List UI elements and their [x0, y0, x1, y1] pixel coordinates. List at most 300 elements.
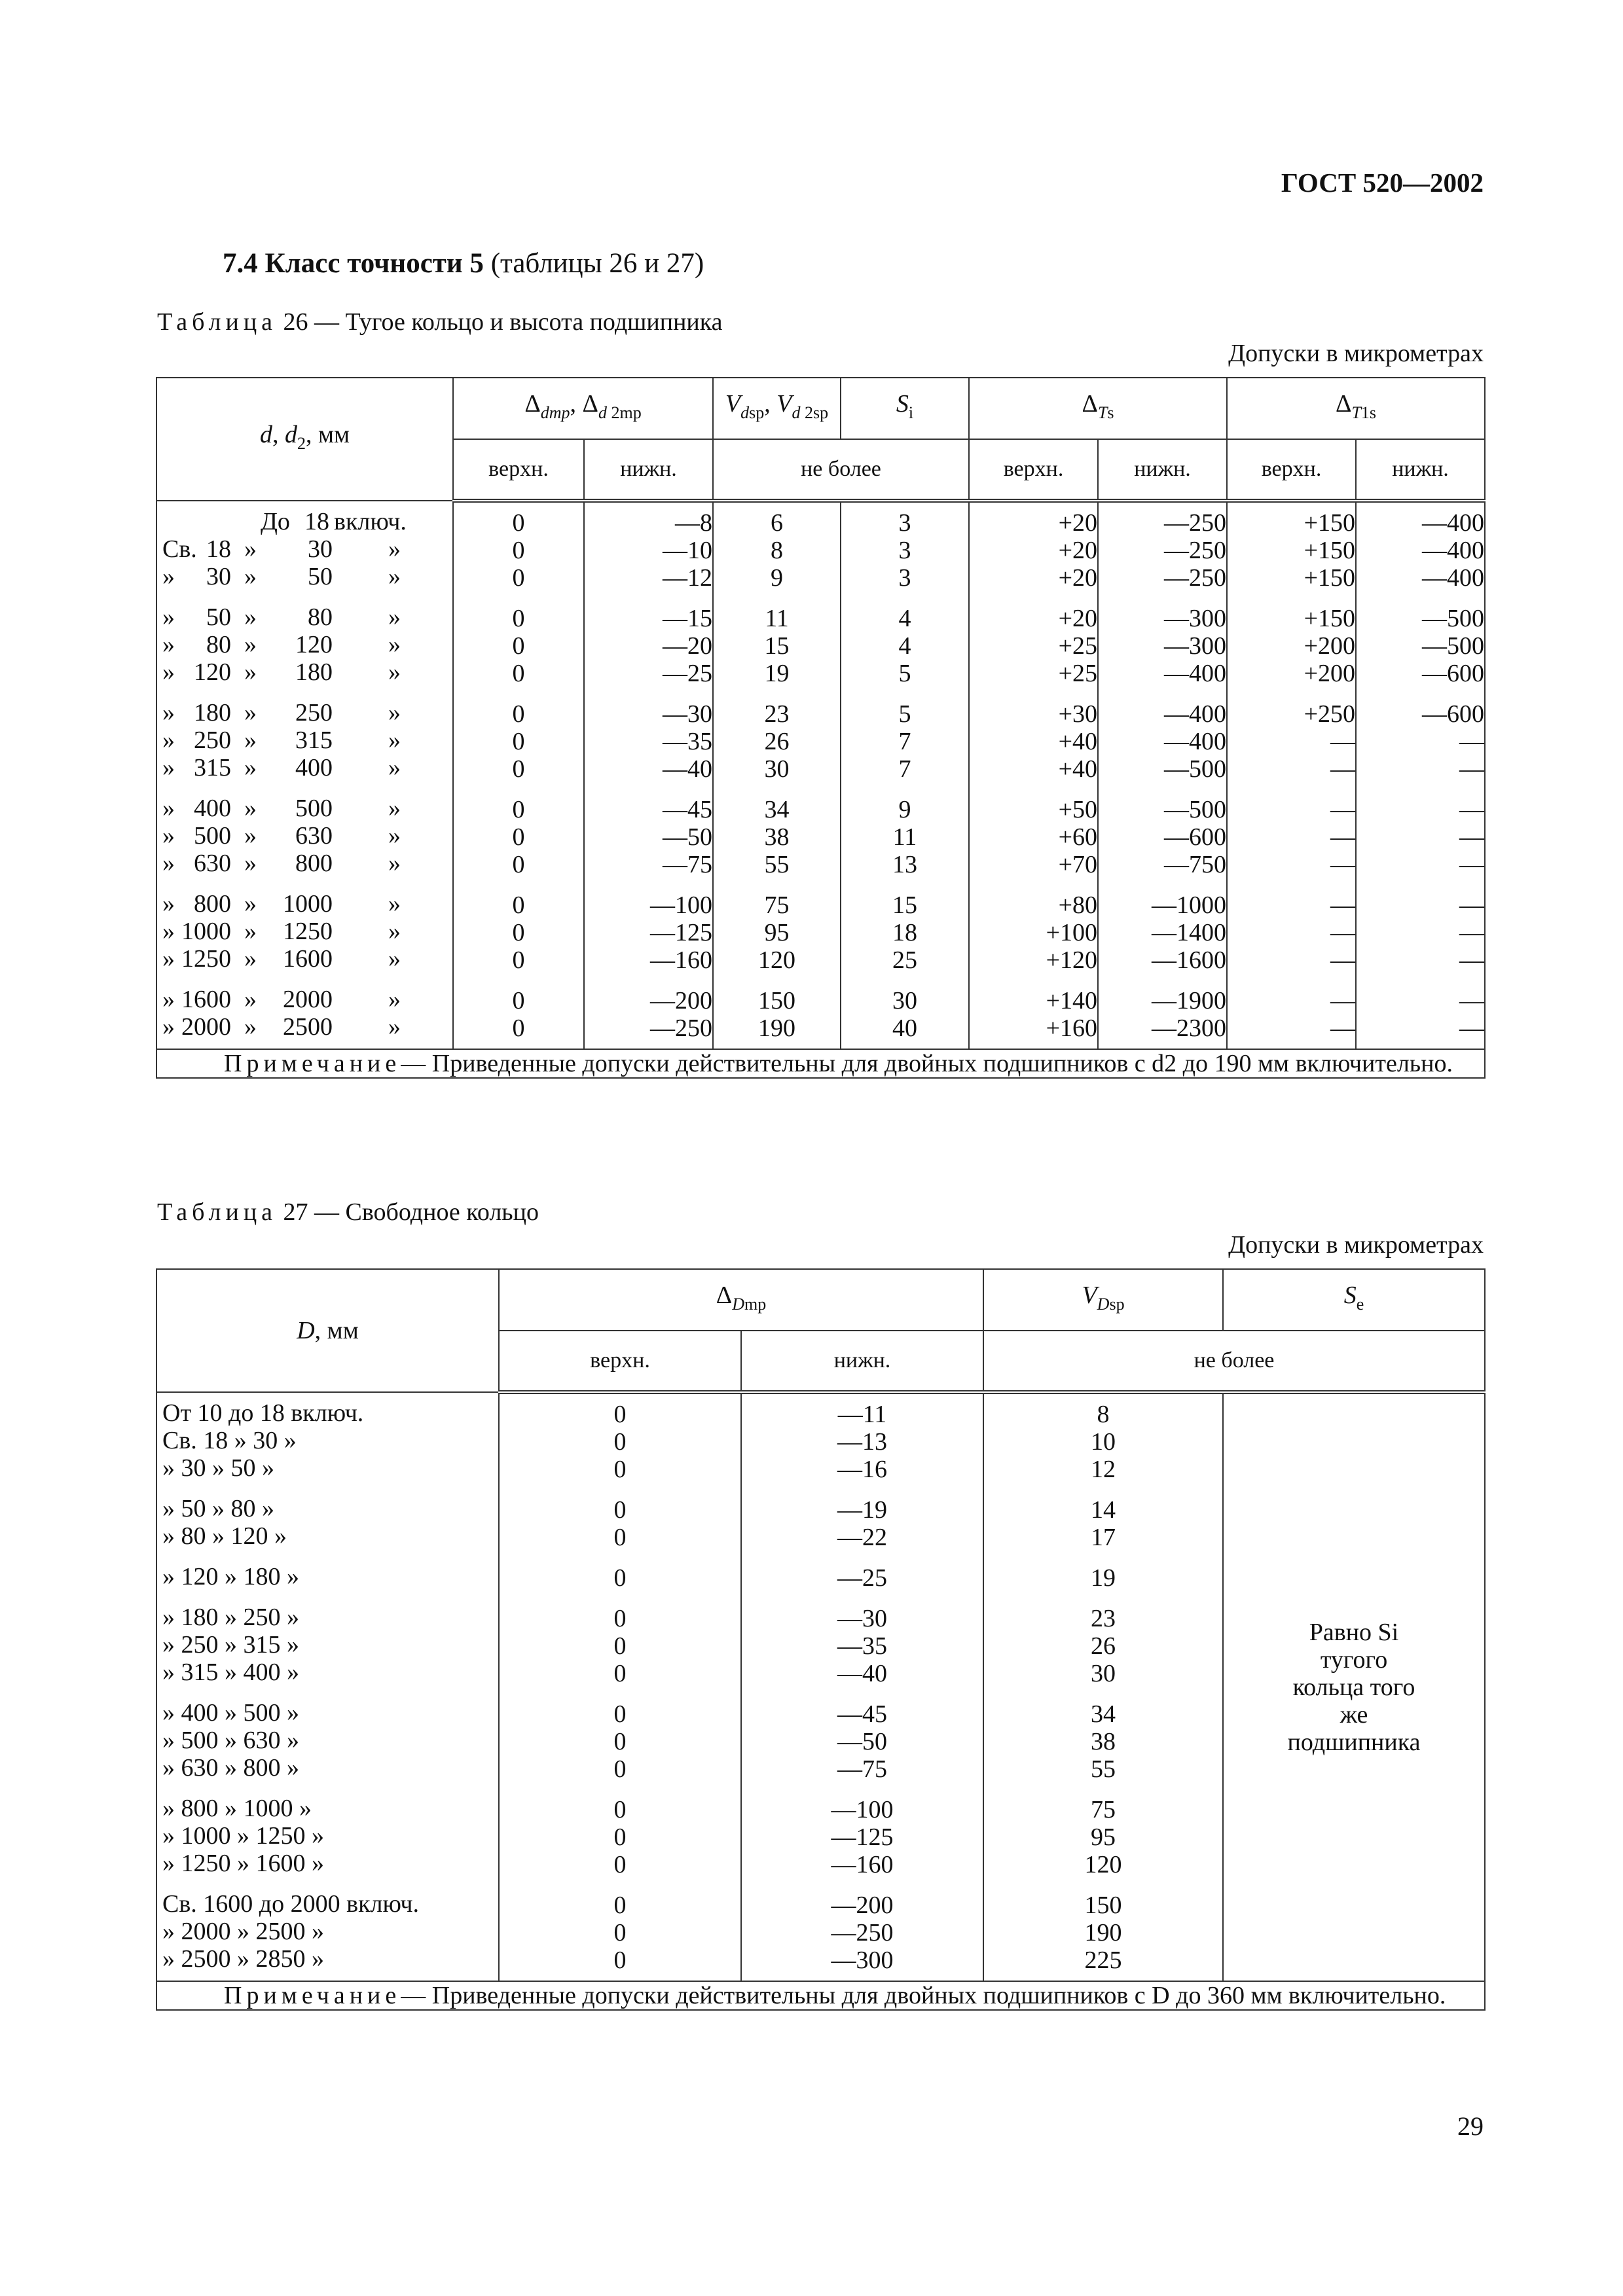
- t26-row-label-part: »: [162, 890, 175, 918]
- t27-cell: —50: [837, 1728, 887, 1755]
- t27-cell: 0: [613, 1632, 627, 1660]
- t26-row-label-part: 400: [194, 795, 231, 822]
- t26-cell: —250: [650, 1014, 713, 1042]
- t26-row-label-part: »: [388, 850, 401, 877]
- t26-cell: —1000: [1152, 891, 1227, 919]
- t26-row-label-part: »: [388, 535, 401, 563]
- t26-cell: +20: [1058, 509, 1098, 537]
- t26-cell: —160: [650, 946, 713, 974]
- t26-row-label-part: »: [162, 986, 175, 1013]
- t26-cell: 30: [892, 987, 918, 1014]
- t26-row-label-part: »: [162, 754, 175, 781]
- t27-cell: 0: [613, 1919, 627, 1946]
- t27-cell: 17: [1091, 1524, 1116, 1551]
- t27-cell: 0: [613, 1851, 627, 1878]
- t26-row-label-part: »: [388, 563, 401, 590]
- t27-note: [156, 1981, 1485, 2010]
- t27-cell: 0: [613, 1728, 627, 1755]
- t26-cell: 8: [771, 537, 784, 564]
- t26-cell: —1400: [1152, 919, 1227, 946]
- t26-cell: —: [1330, 851, 1356, 878]
- t27-note-label: Примечание: [224, 1982, 401, 2009]
- t26-cell: 0: [512, 728, 525, 755]
- t26-row-label-part: 18: [304, 508, 329, 535]
- t26-cell: +25: [1058, 632, 1098, 660]
- t27-cell: —45: [837, 1700, 887, 1728]
- t26-cell: —75: [663, 851, 713, 878]
- t27-row-label: » 1250 » 1600 »: [162, 1850, 324, 1877]
- t26-cell: +150: [1304, 509, 1356, 537]
- t26-col-d: [156, 501, 453, 1049]
- t26-cell: 3: [898, 509, 911, 537]
- t26-row-label-part: »: [162, 918, 175, 945]
- t26-cell: +100: [1046, 919, 1098, 946]
- t26-col-t1s-lower: [1356, 501, 1485, 1049]
- t26-cell: —15: [663, 605, 713, 632]
- t26-cell: 4: [898, 632, 911, 660]
- t26-head-d: d, $d_2$, мм: [156, 378, 453, 501]
- t26-row-label-part: 250: [295, 699, 333, 726]
- t27-cell: 95: [1091, 1823, 1116, 1851]
- t26-cell: 0: [512, 851, 525, 878]
- t26-cell: 55: [764, 851, 790, 878]
- t26-cell: +50: [1058, 796, 1098, 823]
- t26-row-label-part: »: [388, 795, 401, 822]
- t26-row-label-part: »: [162, 850, 175, 877]
- table26-caption: [157, 308, 723, 336]
- t26-row-label-part: 120: [194, 658, 231, 686]
- t26-row-label-part: »: [162, 603, 175, 631]
- t27-row-label: » 2000 » 2500 »: [162, 1918, 324, 1945]
- t26-col-dmp-upper: [453, 501, 584, 1049]
- t26-cell: —30: [663, 700, 713, 728]
- t26-row-label-part: »: [388, 754, 401, 781]
- t27-cell: —200: [831, 1892, 894, 1919]
- t26-cell: —2300: [1152, 1014, 1227, 1042]
- t27-cell: 0: [613, 1605, 627, 1632]
- t26-col-ts-upper: [969, 501, 1098, 1049]
- t26-cell: —40: [663, 755, 713, 783]
- t26-cell: 25: [892, 946, 918, 974]
- t26-cell: 15: [892, 891, 918, 919]
- table26-caption-text: 26 — Тугое кольцо и высота подшипника: [283, 308, 723, 336]
- t26-cell: —500: [1164, 796, 1227, 823]
- t26-cell: 150: [758, 987, 796, 1014]
- t26-cell: —1900: [1152, 987, 1227, 1014]
- t26-cell: —: [1459, 796, 1485, 823]
- t26-cell: +40: [1058, 728, 1098, 755]
- t27-cell: 34: [1091, 1700, 1116, 1728]
- t26-row-label-part: 1250: [283, 918, 333, 945]
- t26-row-label-part: 30: [308, 535, 333, 563]
- t26-cell: 0: [512, 946, 525, 974]
- t27-cell: —13: [837, 1428, 887, 1456]
- t26-cell: —: [1459, 755, 1485, 783]
- t26-row-label-part: 180: [295, 658, 333, 686]
- table27-caption-text: 27 — Свободное кольцо: [283, 1198, 539, 1226]
- t27-cell: 75: [1091, 1796, 1116, 1823]
- t26-note-label: Примечание: [224, 1050, 401, 1077]
- t26-cell: 5: [898, 700, 911, 728]
- t26-cell: 9: [898, 796, 911, 823]
- t27-cell: —22: [837, 1524, 887, 1551]
- t26-row-label-part: »: [162, 945, 175, 973]
- t26-head-vdsp: $V_{dsp}$, $V_{d 2sp}$: [713, 378, 841, 439]
- t26-row-label-part: »: [162, 699, 175, 726]
- t26-row-label-part: 120: [295, 631, 333, 658]
- t26-note-text: — Приведенные допуски действительны для двойных подшипников с d2 до 190 мм включительно.: [401, 1050, 1453, 1077]
- t27-cell: 0: [613, 1796, 627, 1823]
- t26-cell: 13: [892, 851, 918, 878]
- t27-cell: 190: [1084, 1919, 1122, 1946]
- t26-row-label: [157, 535, 452, 563]
- t27-row-label: » 120 » 180 »: [162, 1563, 299, 1590]
- t26-row-label-part: 315: [295, 726, 333, 754]
- t26-row-label-part: »: [388, 726, 401, 754]
- t27-cell: 0: [613, 1660, 627, 1687]
- t26-cell: 0: [512, 987, 525, 1014]
- t26-cell: —500: [1422, 632, 1485, 660]
- t27-cell: 150: [1084, 1892, 1122, 1919]
- t27-cell: 120: [1084, 1851, 1122, 1878]
- t26-cell: 0: [512, 796, 525, 823]
- t26-cell: —: [1330, 823, 1356, 851]
- t26-cell: 7: [898, 728, 911, 755]
- t26-row-label-part: »: [162, 822, 175, 850]
- t26-cell: —: [1330, 891, 1356, 919]
- t27-cell: —250: [831, 1919, 894, 1946]
- t26-row-label-part: »: [162, 563, 175, 590]
- t26-row-label-part: »: [244, 563, 257, 590]
- t26-row-label-part: 1000: [283, 890, 333, 918]
- t26-row-label: [157, 850, 452, 877]
- t26-row-label-part: »: [244, 726, 257, 754]
- t26-cell: —: [1459, 728, 1485, 755]
- t26-col-t1s-upper: [1227, 501, 1356, 1049]
- t26-row-label-part: »: [162, 658, 175, 686]
- t26-head-t1s: $\Delta_{T1s}$: [1227, 378, 1485, 439]
- t26-row-label-part: »: [244, 603, 257, 631]
- t27-se-text: Равно Si тугого кольца того же подшипника: [1287, 1619, 1421, 1756]
- t26-cell: —: [1330, 728, 1356, 755]
- t26-cell: +150: [1304, 564, 1356, 592]
- t26-row-label-part: 18: [206, 535, 231, 563]
- section-title: Класс точности 5: [264, 248, 484, 279]
- t26-cell: +60: [1058, 823, 1098, 851]
- table27-caption-label: Таблица: [157, 1198, 278, 1226]
- t26-cell: +200: [1304, 632, 1356, 660]
- t26-head-lower: нижн.: [584, 439, 713, 501]
- t27-cell: 0: [613, 1456, 627, 1483]
- t27-se-value: [1223, 1392, 1485, 1981]
- t26-cell: +25: [1058, 660, 1098, 687]
- t26-cell: 18: [892, 919, 918, 946]
- t26-cell: —: [1459, 891, 1485, 919]
- t27-note-text: — Приведенные допуски действительны для двойных подшипников с D до 360 мм включительно.: [401, 1982, 1446, 2009]
- t26-cell: 19: [764, 660, 790, 687]
- t27-cell: 0: [613, 1755, 627, 1783]
- t26-head-ts: $\Delta_{Ts}$: [969, 378, 1227, 439]
- t26-row-label-part: »: [162, 631, 175, 658]
- t27-head-dmp: $\Delta_{Dmp}$: [499, 1269, 983, 1331]
- t26-cell: 40: [892, 1014, 918, 1042]
- t27-cell: 0: [613, 1496, 627, 1524]
- t26-cell: 38: [764, 823, 790, 851]
- t26-row-label-part: 1600: [181, 986, 231, 1013]
- t26-cell: 34: [764, 796, 790, 823]
- t26-row-label: [157, 563, 452, 590]
- t26-cell: —50: [663, 823, 713, 851]
- t26-cell: —750: [1164, 851, 1227, 878]
- t26-row-label-part: »: [388, 986, 401, 1013]
- t26-cell: —600: [1422, 700, 1485, 728]
- t26-head-si: $S_i$: [841, 378, 969, 439]
- t26-cell: +30: [1058, 700, 1098, 728]
- t26-cell: +20: [1058, 605, 1098, 632]
- t27-col-upper: [499, 1392, 741, 1981]
- t26-col-si: [841, 501, 969, 1049]
- t26-row-label-part: »: [244, 986, 257, 1013]
- t27-cell: 14: [1091, 1496, 1116, 1524]
- t26-cell: 0: [512, 891, 525, 919]
- t27-cell: 12: [1091, 1456, 1116, 1483]
- t27-cell: —125: [831, 1823, 894, 1851]
- t26-row-label-part: »: [244, 822, 257, 850]
- t27-cell: —25: [837, 1564, 887, 1592]
- t26-cell: —35: [663, 728, 713, 755]
- t27-head-lower: нижн.: [741, 1331, 983, 1392]
- t26-cell: —600: [1422, 660, 1485, 687]
- t26-row-label-part: »: [388, 822, 401, 850]
- t26-cell: 9: [771, 564, 784, 592]
- t26-head-upper: верхн.: [453, 439, 584, 501]
- table27-units: Допуски в микрометрах: [1228, 1231, 1484, 1259]
- t27-head-not-more: не более: [983, 1331, 1485, 1392]
- t26-cell: —: [1330, 1014, 1356, 1042]
- t26-cell: 0: [512, 564, 525, 592]
- t27-row-label: » 2500 » 2850 »: [162, 1945, 324, 1973]
- t26-cell: +80: [1058, 891, 1098, 919]
- t26-cell: 15: [764, 632, 790, 660]
- t26-cell: 0: [512, 823, 525, 851]
- t26-cell: 11: [765, 605, 789, 632]
- t27-row-label: Св. 18 » 30 »: [162, 1427, 297, 1454]
- t26-row-label: [157, 945, 452, 973]
- t26-row-label-part: »: [244, 1013, 257, 1041]
- t26-row-label-part: »: [244, 945, 257, 973]
- t26-row-label-part: 50: [308, 563, 333, 590]
- t26-row-label-part: 800: [295, 850, 333, 877]
- t26-cell: 0: [512, 605, 525, 632]
- t26-row-label-part: 1250: [181, 945, 231, 973]
- t26-row-label-part: 50: [206, 603, 231, 631]
- t26-cell: —300: [1164, 605, 1227, 632]
- t26-cell: —400: [1422, 564, 1485, 592]
- t26-row-label-part: 80: [206, 631, 231, 658]
- t26-row-label: [157, 986, 452, 1013]
- t27-head-vdsp: $V_{Dsp}$: [983, 1269, 1223, 1331]
- t26-row-label-part: Св.: [162, 535, 197, 563]
- table-27: [156, 1268, 1486, 2011]
- t26-row-label-part: До: [261, 508, 290, 535]
- t27-row-label: » 180 » 250 »: [162, 1604, 299, 1631]
- t26-cell: 6: [771, 509, 784, 537]
- t27-cell: —19: [837, 1496, 887, 1524]
- t27-row-label: » 400 » 500 »: [162, 1699, 299, 1727]
- section-ref: (таблицы 26 и 27): [490, 248, 704, 279]
- t26-cell: —250: [1164, 564, 1227, 592]
- t26-cell: +200: [1304, 660, 1356, 687]
- t26-row-label-part: »: [244, 699, 257, 726]
- t26-row-label: [157, 699, 452, 726]
- t26-row-label-part: 315: [194, 754, 231, 781]
- t26-cell: 95: [764, 919, 790, 946]
- t26-row-label-part: 2000: [283, 986, 333, 1013]
- t27-cell: 0: [613, 1564, 627, 1592]
- t26-cell: —400: [1422, 537, 1485, 564]
- t26-row-label: [157, 918, 452, 945]
- t26-head-t1s-lower: нижн.: [1356, 439, 1485, 501]
- t27-row-label: » 80 » 120 »: [162, 1522, 287, 1550]
- t27-row-label: » 50 » 80 »: [162, 1495, 274, 1522]
- t26-row-label-part: »: [244, 535, 257, 563]
- t26-row-label: [157, 1013, 452, 1041]
- t26-cell: +120: [1046, 946, 1098, 974]
- t26-row-label-part: »: [244, 754, 257, 781]
- t26-cell: —200: [650, 987, 713, 1014]
- table26-caption-label: Таблица: [157, 308, 278, 336]
- t27-row-label: » 1000 » 1250 »: [162, 1822, 324, 1850]
- t26-row-label-part: 180: [194, 699, 231, 726]
- t26-cell: +40: [1058, 755, 1098, 783]
- t26-row-label-part: »: [162, 795, 175, 822]
- t27-cell: —30: [837, 1605, 887, 1632]
- t26-row-label-part: 800: [194, 890, 231, 918]
- t26-cell: —: [1459, 823, 1485, 851]
- table-26: [156, 377, 1486, 1079]
- t26-cell: —125: [650, 919, 713, 946]
- t27-col-vdsp: [983, 1392, 1223, 1981]
- t26-row-label-part: 500: [194, 822, 231, 850]
- t27-cell: 38: [1091, 1728, 1116, 1755]
- t26-row-label-part: 400: [295, 754, 333, 781]
- t26-row-label-part: »: [244, 918, 257, 945]
- t27-row-label: » 630 » 800 »: [162, 1754, 299, 1782]
- t27-cell: —75: [837, 1755, 887, 1783]
- t26-row-label-part: 2000: [181, 1013, 231, 1041]
- page-number: 29: [1457, 2111, 1484, 2141]
- t26-row-label-part: »: [244, 658, 257, 686]
- t26-cell: —: [1459, 987, 1485, 1014]
- t27-cell: —160: [831, 1851, 894, 1878]
- t26-head-ts-upper: верхн.: [969, 439, 1098, 501]
- t27-cell: 10: [1091, 1428, 1116, 1456]
- t26-cell: —: [1330, 987, 1356, 1014]
- t26-cell: 0: [512, 660, 525, 687]
- t26-row-label-part: »: [388, 890, 401, 918]
- t26-head-ts-lower: нижн.: [1098, 439, 1227, 501]
- t27-row-label: Св. 1600 до 2000 включ.: [162, 1890, 420, 1918]
- t26-row-label: [157, 890, 452, 918]
- t27-cell: 0: [613, 1700, 627, 1728]
- t26-cell: —400: [1164, 728, 1227, 755]
- section-heading: [223, 247, 704, 279]
- t26-row-label-part: 80: [308, 603, 333, 631]
- t27-cell: 0: [613, 1428, 627, 1456]
- t26-cell: —: [1459, 1014, 1485, 1042]
- t26-note: [156, 1049, 1485, 1078]
- t26-cell: —: [1459, 851, 1485, 878]
- t26-row-label-part: »: [244, 631, 257, 658]
- t26-row-label: [157, 726, 452, 754]
- t27-row-label: » 500 » 630 »: [162, 1727, 299, 1754]
- t26-row-label-part: включ.: [334, 508, 407, 535]
- t26-cell: —500: [1422, 605, 1485, 632]
- t26-row-label: [157, 603, 452, 631]
- t26-cell: —250: [1164, 537, 1227, 564]
- t27-row-label: От 10 до 18 включ.: [162, 1399, 364, 1427]
- t26-cell: 190: [758, 1014, 796, 1042]
- t27-cell: —300: [831, 1946, 894, 1974]
- t27-head-upper: верхн.: [499, 1331, 741, 1392]
- t26-cell: —250: [1164, 509, 1227, 537]
- table27-caption: [157, 1198, 539, 1227]
- section-number: 7.4: [223, 248, 258, 279]
- t26-cell: —: [1330, 919, 1356, 946]
- t27-cell: 225: [1084, 1946, 1122, 1974]
- t26-row-label: [157, 631, 452, 658]
- t27-cell: 8: [1097, 1401, 1110, 1428]
- t26-cell: +70: [1058, 851, 1098, 878]
- t26-row-label-part: »: [388, 658, 401, 686]
- t27-cell: 0: [613, 1946, 627, 1974]
- t26-cell: —20: [663, 632, 713, 660]
- t26-cell: +20: [1058, 564, 1098, 592]
- t26-cell: —: [1330, 796, 1356, 823]
- t26-cell: —25: [663, 660, 713, 687]
- t26-row-label-part: »: [388, 918, 401, 945]
- t26-cell: —500: [1164, 755, 1227, 783]
- t26-cell: 26: [764, 728, 790, 755]
- t27-cell: 26: [1091, 1632, 1116, 1660]
- t27-cell: 0: [613, 1823, 627, 1851]
- t26-cell: —600: [1164, 823, 1227, 851]
- t26-row-label: [157, 658, 452, 686]
- t26-cell: 3: [898, 537, 911, 564]
- t26-cell: —400: [1164, 660, 1227, 687]
- t26-cell: +160: [1046, 1014, 1098, 1042]
- t26-cell: —1600: [1152, 946, 1227, 974]
- t26-cell: 11: [892, 823, 917, 851]
- t26-cell: 0: [512, 919, 525, 946]
- t26-cell: —: [1459, 946, 1485, 974]
- t26-row-label-part: »: [388, 631, 401, 658]
- t27-cell: 0: [613, 1892, 627, 1919]
- t27-row-label: » 800 » 1000 »: [162, 1795, 312, 1822]
- t26-row-label-part: 500: [295, 795, 333, 822]
- t26-cell: 30: [764, 755, 790, 783]
- t27-head-se: $S_e$: [1223, 1269, 1485, 1331]
- t26-cell: +140: [1046, 987, 1098, 1014]
- t26-col-vdsp: [713, 501, 841, 1049]
- t26-row-label: [157, 754, 452, 781]
- t26-row-label-part: »: [244, 795, 257, 822]
- t27-cell: —16: [837, 1456, 887, 1483]
- t26-cell: +150: [1304, 605, 1356, 632]
- t26-cell: 23: [764, 700, 790, 728]
- t26-cell: 0: [512, 700, 525, 728]
- t26-cell: —10: [663, 537, 713, 564]
